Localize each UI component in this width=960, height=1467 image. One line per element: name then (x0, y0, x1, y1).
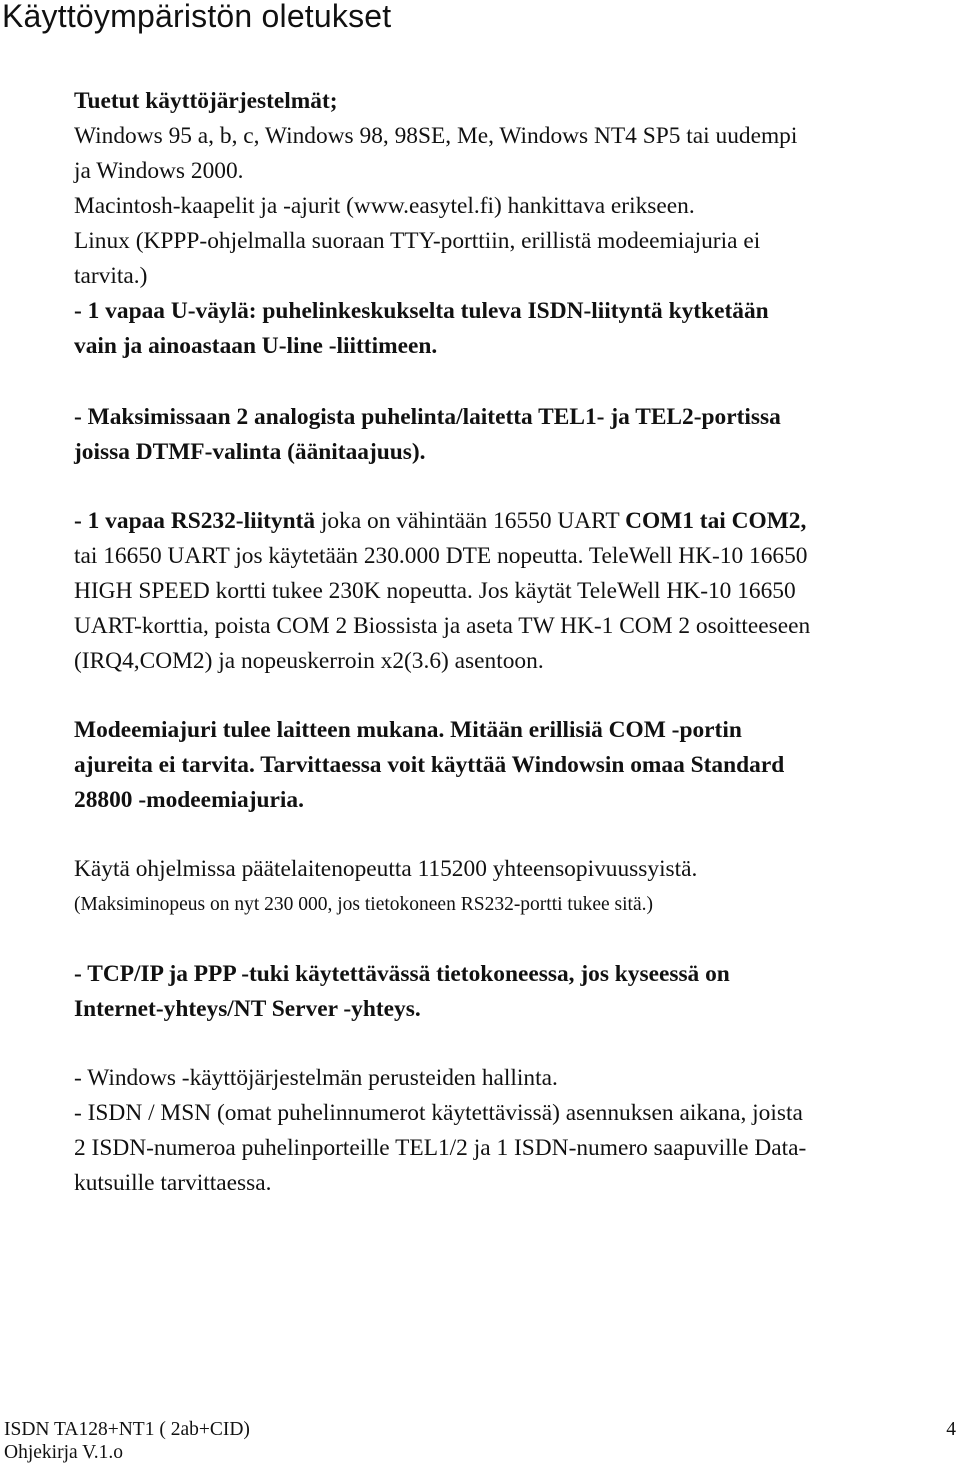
footer-manual-version: Ohjekirja V.1.o (4, 1442, 123, 1463)
analog-phone-section (74, 400, 946, 470)
footer-product: ISDN TA128+NT1 ( 2ab+CID) (4, 1419, 250, 1440)
modem-driver-section (74, 713, 946, 818)
rs232-line (74, 504, 946, 539)
u-bus-line: vain ja ainoastaan U-line -liittimeen. (74, 333, 438, 359)
rs232-line: HIGH SPEED kortti tukee 230K nopeutta. Jos käytät TeleWell HK-10 16650 (74, 578, 796, 604)
terminal-speed-section (74, 852, 946, 923)
misc-requirement-line: kutsuille tarvittaessa. (74, 1170, 272, 1196)
supported-os-line: Windows 95 a, b, c, Windows 98, 98SE, Me, Windows NT4 SP5 tai uudempi (74, 123, 798, 149)
tcpip-section (74, 957, 946, 1027)
modem-driver-line: 28800 -modeemiajuria. (74, 787, 304, 813)
rs232-port-requirement: - 1 vapaa RS232-liityntä (74, 508, 316, 534)
page-number: 4 (946, 1419, 956, 1440)
supported-os-line: Linux (KPPP-ohjelmalla suoraan TTY-porttiin, erillistä modeemiajuria ei (74, 228, 761, 254)
rs232-uart-text: joka on vähintään 16550 UART (315, 508, 626, 534)
misc-requirements-section (74, 1061, 946, 1201)
misc-requirement-line: - ISDN / MSN (omat puhelinnumerot käytettävissä) asennuksen aikana, joista (74, 1100, 803, 1126)
modem-driver-line: ajureita ei tarvita. Tarvittaessa voit käyttää Windowsin omaa Standard (74, 752, 785, 778)
rs232-line: UART-korttia, poista COM 2 Biossista ja aseta TW HK-1 COM 2 osoitteeseen (74, 613, 811, 639)
footer (4, 1418, 250, 1464)
rs232-line: (IRQ4,COM2) ja nopeuskerroin x2(3.6) asentoon. (74, 648, 544, 674)
rs232-com-ports: COM1 tai COM2, (625, 508, 807, 534)
supported-os-section (74, 84, 946, 294)
tcpip-line: - TCP/IP ja PPP -tuki käytettävässä tietokoneessa, jos kyseessä on (74, 961, 730, 987)
terminal-speed-note: (Maksiminopeus on nyt 230 000, jos tietokoneen RS232-portti tukee sitä.) (74, 894, 653, 915)
analog-phone-line: - Maksimissaan 2 analogista puhelinta/laitetta TEL1- ja TEL2-portissa (74, 404, 781, 430)
misc-requirement-line: - Windows -käyttöjärjestelmän perusteiden hallinta. (74, 1065, 558, 1091)
modem-driver-line: Modeemiajuri tulee laitteen mukana. Mitään erillisiä COM -portin (74, 717, 742, 743)
u-bus-section (74, 294, 946, 364)
rs232-line: tai 16650 UART jos käytetään 230.000 DTE nopeutta. TeleWell HK-10 16650 (74, 543, 808, 569)
rs232-section (74, 504, 946, 679)
supported-os-line: Macintosh-kaapelit ja -ajurit (www.easytel.fi) hankittava erikseen. (74, 193, 695, 219)
u-bus-line: - 1 vapaa U-väylä: puhelinkeskukselta tuleva ISDN-liityntä kytketään (74, 298, 769, 324)
tcpip-line: Internet-yhteys/NT Server -yhteys. (74, 996, 421, 1022)
misc-requirement-line: 2 ISDN-numeroa puhelinporteille TEL1/2 ja 1 ISDN-numero saapuville Data- (74, 1135, 807, 1161)
supported-os-heading: Tuetut käyttöjärjestelmät; (74, 88, 338, 114)
document-body (74, 84, 946, 1201)
terminal-speed-line: Käytä ohjelmissa päätelaitenopeutta 115200 yhteensopivuussyistä. (74, 856, 698, 882)
supported-os-line: ja Windows 2000. (74, 158, 244, 184)
supported-os-line: tarvita.) (74, 263, 148, 289)
analog-phone-line: joissa DTMF-valinta (äänitaajuus). (74, 439, 426, 465)
page-title: Käyttöympäristön oletukset (2, 0, 392, 34)
